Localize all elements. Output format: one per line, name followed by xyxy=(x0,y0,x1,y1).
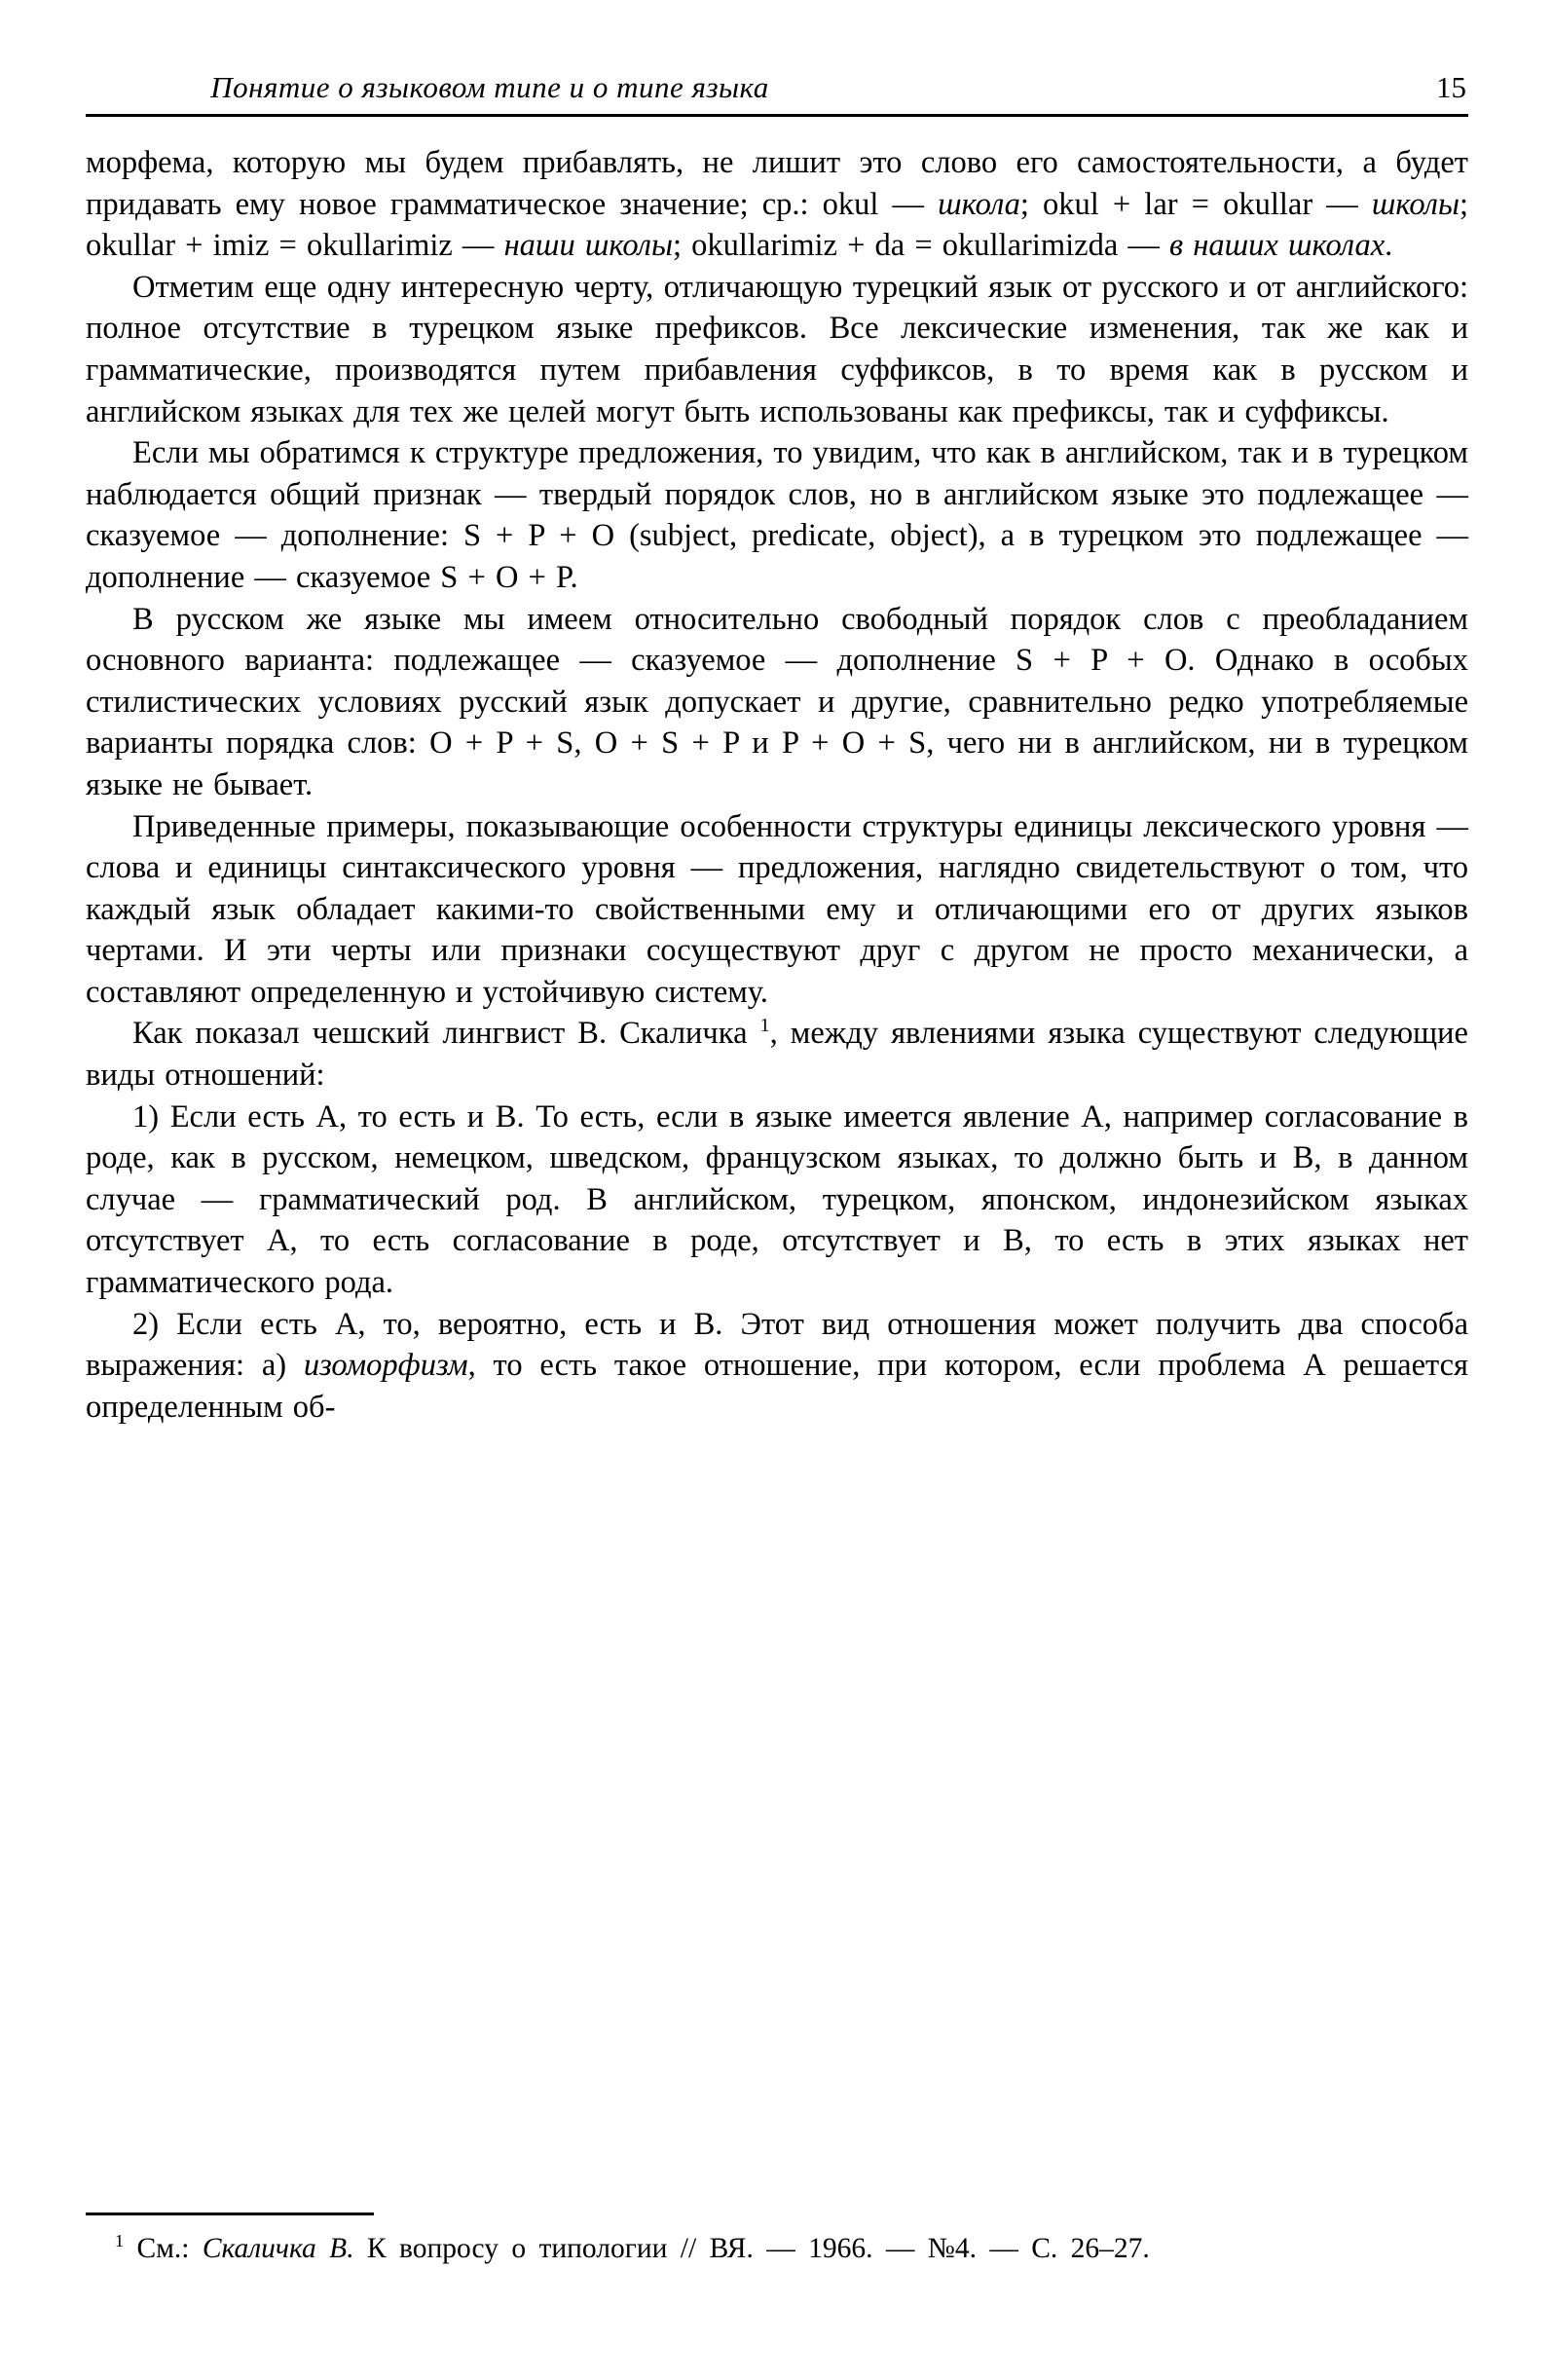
text-run: В русском же языке мы имеем относительно свободный порядок слов с преобладанием основного варианта: подлежащее — сказуемое — дополнение S + P + O. Однако в особых стилистических условиях русский язык допускает и другие, сравнительно редко употребляемые варианты порядка слов: O + P + S, O + S + P и P + O + S, чего ни в английском, ни в турецком языке не бывает. xyxy=(86,601,1468,802)
text-run: 1) Если есть А, то есть и В. То есть, если в языке имеется явление А, например согласование в роде, как в русском, немецком, шведском, французском языках, то должно быть и В, в данном случае — грамматический род. В английском, турецком, японском, индонезийском языках отсутствует А, то есть согласование в роде, отсутствует и В, то есть в этих языках нет грамматического рода. xyxy=(86,1098,1468,1301)
header-rule xyxy=(86,114,1468,117)
text-run: морфема, которую мы будем прибавлять, не лишит это слово его самостоятельности, а будет придавать ему новое грамматическое значение; ср.: okul — xyxy=(86,145,1468,222)
paragraph xyxy=(86,1097,1468,1304)
footnote-ref-mark: 1 xyxy=(759,1015,770,1037)
text-run: ; okullar + imiz = okullarimiz — xyxy=(86,186,1468,264)
paragraph xyxy=(86,432,1468,598)
text-run: Как показал чешский лингвист В. Скаличка xyxy=(132,1016,760,1052)
italic-text-run: школы xyxy=(1371,186,1460,222)
italic-text-run: Скаличка В. xyxy=(202,2233,354,2264)
italic-text-run: в наших школах xyxy=(1169,228,1386,264)
paragraph xyxy=(86,267,1468,432)
paragraph xyxy=(86,1304,1468,1429)
footnote-rule xyxy=(86,2213,374,2215)
text-run: ; okul + lar = okullar — xyxy=(1019,186,1372,222)
page-header xyxy=(86,70,1468,111)
text-run: , то есть такое отношение, при котором, если проблема А решается определенным об- xyxy=(86,1348,1468,1425)
text-run: . xyxy=(1385,228,1393,264)
text-run: Если мы обратимся к структуре предложения, то увидим, что как в английском, так и в турецком наблюдается общий признак — твердый порядок слов, но в английском языке это подлежащее — сказуемое — дополнение: S + P + O (subject, predicate, object), а в турецком это подлежащее — дополнение — сказуемое S + O + P. xyxy=(86,435,1468,595)
text-run: , между явлениями языка существуют следующие виды отношений: xyxy=(86,1016,1468,1094)
paragraph xyxy=(86,142,1468,267)
running-title: Понятие о языковом типе и о типе языка xyxy=(210,70,769,104)
paragraph xyxy=(86,599,1468,806)
text-run: К вопросу о типологии // ВЯ. — 1966. — №4. — С. 26–27. xyxy=(353,2233,1150,2264)
italic-text-run: школа xyxy=(938,186,1020,222)
italic-text-run: изоморфизм xyxy=(303,1348,468,1384)
text-run: См.: xyxy=(124,2233,203,2264)
page-number: 15 xyxy=(1436,70,1466,104)
paragraph xyxy=(86,1013,1468,1096)
italic-text-run: наши школы xyxy=(503,228,673,264)
text-run: Отметим еще одну интересную черту, отличающую турецкий язык от русского и от английского: полное отсутствие в турецком языке префиксов. Все лексические изменения, так же как и грамматические, производятся путем прибавления суффиксов, в то время как в русском и английском языках для тех же целей могут быть использованы как префиксы, так и суффиксы. xyxy=(86,269,1468,429)
paragraph xyxy=(86,806,1468,1014)
text-run: ; okullarimiz + da = okullarimizda — xyxy=(672,228,1170,264)
text-run: Приведенные примеры, показывающие особенности структуры единицы лексического уровня — слова и единицы синтаксического уровня — предложения, наглядно свидетельствуют о том, что каждый язык обладает какими-то свойственными ему и отличающими его от других языков чертами. И эти черты или признаки сосуществуют друг с другом не просто механически, а составляют определенную и устойчивую систему. xyxy=(86,808,1468,1010)
body-text xyxy=(86,142,1468,1428)
text-run: 2) Если есть А, то, вероятно, есть и В. Этот вид отношения может получить два способа выражения: а) xyxy=(86,1306,1468,1384)
footnote-area xyxy=(86,2213,1468,2269)
footnote-text xyxy=(86,2229,1468,2269)
footnote-ref-mark: 1 xyxy=(115,2231,125,2251)
